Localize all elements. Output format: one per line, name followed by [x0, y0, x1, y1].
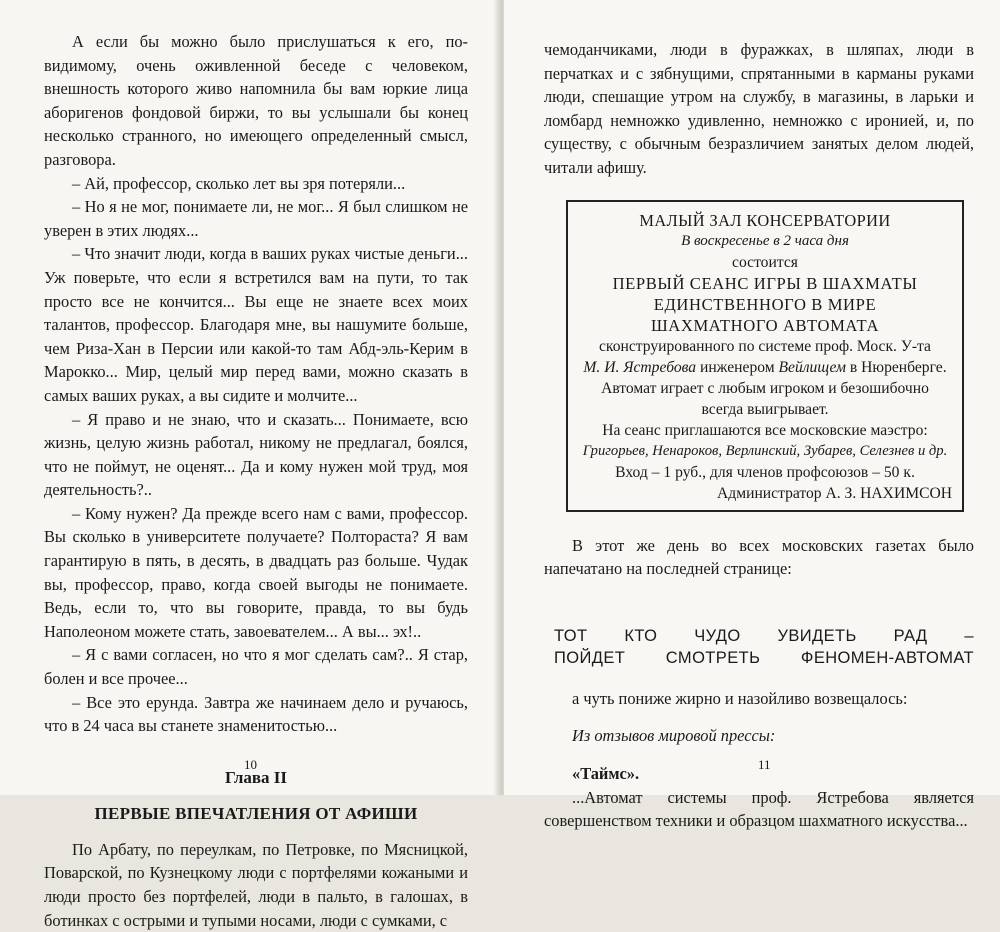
press-label: Из отзывов мировой прессы: — [572, 726, 776, 746]
times-quote: ...Автомат системы проф. Ястребова является совершенством техники и образцом шахматного искусства... — [544, 787, 974, 831]
chapter-title: ПЕРВЫЕ ВПЕЧАТЛЕНИЯ ОТ АФИШИ — [94, 803, 418, 823]
paragraph: – Ай, профессор, сколько лет вы зря потеряли... — [72, 173, 406, 193]
newspaper-intro — [544, 534, 974, 581]
poster-title: ПЕРВЫЙ СЕАНС ИГРЫ В ШАХМАТЫ — [612, 273, 918, 293]
paragraph: А если бы можно было прислушаться к его, по-видимому, очень оживленной беседе с человеком, внешность которого живо напомнила бы вам юркие лица аборигенов фондовой биржи, то вы услышали бы конец несколько странного, но имеющего определенный смысл, разговора. — [44, 32, 468, 169]
chapter-text — [44, 838, 468, 932]
headline-word: УВИДЕТЬ — [777, 626, 857, 645]
headline-word: РАД — [893, 626, 928, 645]
poster-engineer: Вейлищем — [778, 358, 846, 376]
headline-word: ФЕНОМЕН-АВТОМАТ — [800, 648, 974, 667]
poster-line: состоится — [732, 253, 798, 271]
paragraph: – Я право и не знаю, что и сказать... Понимаете, всю жизнь, целую жизнь работал, никому не предлагал, боялся, что не поймут, не оценят... Да и кому нужен мой труд, моя деятельность?.. — [44, 409, 468, 500]
right-page-intro — [544, 38, 974, 180]
poster-title: ШАХМАТНОГО АВТОМАТА — [650, 315, 880, 335]
headline-word: ПОЙДЕТ — [554, 648, 626, 667]
headline-word: СМОТРЕТЬ — [665, 648, 761, 667]
poster-line: Автомат играет с любым игроком и безошибочно — [601, 379, 929, 397]
spacer — [544, 710, 974, 724]
page-number: 11 — [758, 757, 771, 772]
poster-line: На сеанс приглашаются все московские маэстро: — [602, 421, 928, 439]
headline-word: ЧУДО — [694, 626, 741, 645]
concert-poster — [566, 200, 964, 512]
poster-administrator: Администратор А. З. НАХИМСОН — [717, 484, 952, 502]
poster-line — [574, 357, 956, 378]
chapter-label: Глава II — [224, 767, 288, 787]
paragraph: В этот же день во всех московских газетах было напечатано на последней странице: — [544, 535, 974, 579]
poster-title: ЕДИНСТВЕННОГО В МИРЕ — [653, 294, 877, 314]
poster-price: Вход – 1 руб., для членов профсоюзов – 50 к. — [615, 463, 915, 481]
headline-word: – — [964, 626, 974, 645]
paragraph: чемоданчиками, люди в фуражках, в шляпах, люди в перчатках и с зябнущими, спрятанными в карманы руками люди, спешащие утром на службу, в магазины, в ларьки и ломбард немножко удивленно, немножко с иронией, и, по существу, с обычным безразличием занятых делом людей, читали афишу. — [544, 40, 974, 177]
poster-date: В воскресенье в 2 часа дня — [681, 232, 849, 249]
left-page-text — [44, 30, 468, 738]
newspaper-headline — [554, 625, 974, 669]
headline-word: КТО — [624, 626, 658, 645]
paragraph: – Все это ерунда. Завтра же начинаем дело и ручаюсь, что в 24 часа вы станете знаменитостью... — [44, 692, 468, 736]
left-page — [0, 0, 498, 930]
paragraph: – Кому нужен? Да прежде всего нам с вами, профессор. Вы сколько в университете получаете? Полтораста? Я вам гарантирую в пять, в десять, в двадцать раз больше. Чудак вы, профессор, право, когда своей выгоды не понимаете. Ведь, если то, что вы говорите, правда, то вы будь Наполеоном можете стать, завоевателем... А вы... эх!.. — [44, 503, 468, 641]
headline-line-1 — [554, 625, 974, 647]
right-page — [504, 0, 1000, 831]
poster-masters: Григорьев, Ненароков, Верлинский, Зубарев, Селезнев и др. — [582, 442, 948, 459]
headline-word: ТОТ — [554, 626, 588, 645]
paragraph: По Арбату, по переулкам, по Петровке, по Мясницкой, Поварской, по Кузнецкому люди с портфелями кожаными и люди просто без портфелей, люди в пальто, в галошах, в ботинках с острыми и тупыми носами, люди с сумками, с — [44, 839, 468, 930]
paragraph: – Я с вами согласен, но что я мог сделать сам?.. Я стар, болен и все прочее... — [44, 645, 468, 689]
poster-line: сконструированного по системе проф. Моск. У-та — [599, 337, 931, 355]
paragraph: – Но я не мог, понимаете ли, не мог... Я был слишком не уверен в этих людях... — [44, 197, 468, 240]
headline-line-2 — [554, 647, 974, 669]
times-label: «Таймс». — [572, 763, 640, 783]
paragraph: а чуть пониже жирно и назойливо возвещалось: — [572, 688, 908, 708]
page-number: 10 — [244, 757, 257, 772]
poster-line: всегда выигрывает. — [701, 400, 829, 418]
paragraph: – Что значит люди, когда в ваших руках чистые деньги... Уж поверьте, что если я встретился вам на пути, то так просто все не кончится... Вы еще не знаете всех моих талантов, профессор. Благодаря мне, вы нашумите больше, чем Риза-Хан в Персии или какой-то там Абд-эль-Керим в Марокко... Мир, целый мир перед вами, можно сказать в самых ваших руках, а вы сидите и молчите... — [44, 244, 468, 405]
poster-venue: МАЛЫЙ ЗАЛ КОНСЕРВАТОРИИ — [639, 210, 891, 230]
poster-text: в Нюренберге. — [846, 358, 947, 376]
poster-author: М. И. Ястребова — [583, 358, 697, 376]
poster-text: инженером — [696, 358, 779, 376]
